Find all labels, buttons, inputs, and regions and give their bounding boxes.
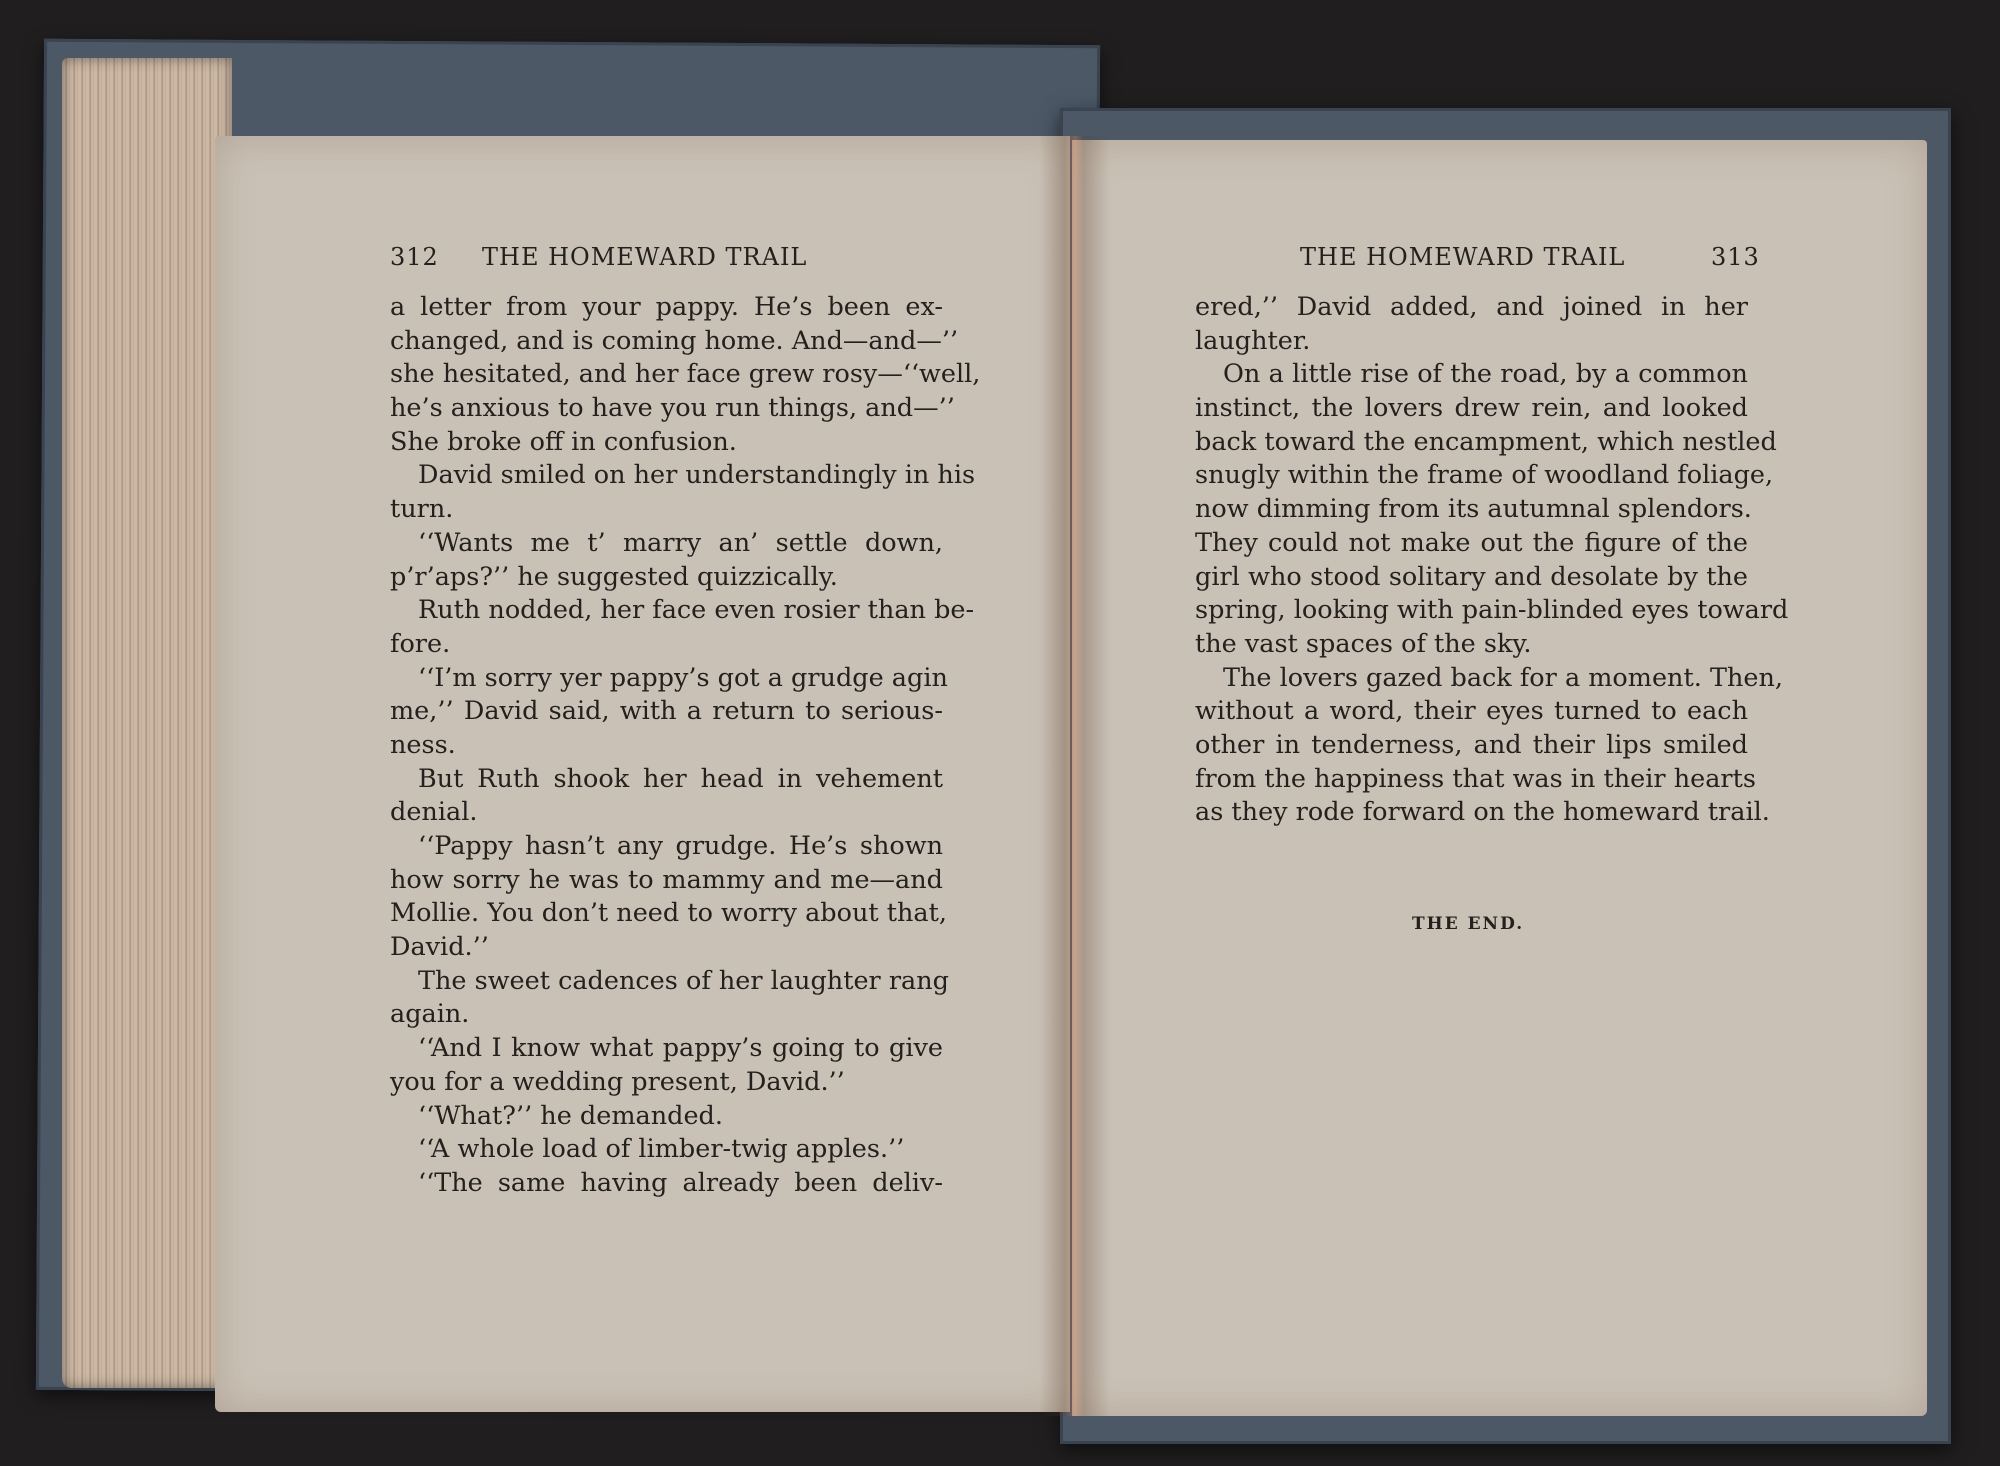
text-line: They could not make out the figure of the xyxy=(1195,527,1748,558)
text-line: from the happiness that was in their hearts xyxy=(1195,763,1756,794)
text-line: On a little rise of the road, by a common xyxy=(1223,359,1748,390)
text-line: snugly within the frame of woodland foliage, xyxy=(1195,460,1774,491)
the-end-label: THE END. xyxy=(1412,914,1525,934)
text-line: ness. xyxy=(390,729,456,760)
text-line: as they rode forward on the homeward trail. xyxy=(1195,797,1770,828)
left-running-head: THE HOMEWARD TRAIL xyxy=(482,243,808,271)
text-line: me,’’ David said, with a return to serious- xyxy=(390,696,943,727)
text-line: fore. xyxy=(390,628,451,659)
text-line: ‘‘A whole load of limber-twig apples.’’ xyxy=(418,1134,905,1165)
text-line: The lovers gazed back for a moment. Then, xyxy=(1223,662,1783,693)
text-line: instinct, the lovers drew rein, and looked xyxy=(1195,393,1748,424)
text-line: he’s anxious to have you run things, and—’’ xyxy=(390,393,955,424)
text-line: changed, and is coming home. And—and—’’ xyxy=(390,325,959,356)
text-line: now dimming from its autumnal splendors. xyxy=(1195,494,1752,525)
text-line: ‘‘I’m sorry yer pappy’s got a grudge agin xyxy=(418,662,948,693)
text-line: She broke off in confusion. xyxy=(390,426,737,457)
text-line: ered,’’ David added, and joined in her xyxy=(1195,292,1748,322)
text-line: turn. xyxy=(390,494,454,525)
left-page-number: 312 xyxy=(390,243,439,271)
text-line: other in tenderness, and their lips smiled xyxy=(1195,729,1748,760)
text-line: you for a wedding present, David.’’ xyxy=(390,1066,845,1097)
text-line: ‘‘And I know what pappy’s going to give xyxy=(418,1033,943,1064)
text-line: denial. xyxy=(390,797,478,828)
text-line: a letter from your pappy. He’s been ex- xyxy=(390,292,943,322)
text-line: David smiled on her understandingly in his xyxy=(418,460,976,491)
text-line: the vast spaces of the sky. xyxy=(1195,628,1532,659)
text-line: The sweet cadences of her laughter rang xyxy=(418,965,949,996)
text-line: But Ruth shook her head in vehement xyxy=(418,763,943,794)
left-page-text xyxy=(390,291,981,1201)
text-line: how sorry he was to mammy and me—and xyxy=(390,864,943,895)
text-line: Mollie. You don’t need to worry about that, xyxy=(390,898,947,929)
right-page-number: 313 xyxy=(1711,243,1760,271)
right-page-text xyxy=(1195,291,1789,830)
text-line: she hesitated, and her face grew rosy—‘‘well, xyxy=(390,359,981,390)
text-line: p’r’aps?’’ he suggested quizzically. xyxy=(390,561,838,592)
text-line: ‘‘What?’’ he demanded. xyxy=(418,1100,723,1131)
page-edges xyxy=(62,58,232,1388)
text-line: ‘‘The same having already been deliv- xyxy=(418,1167,943,1198)
text-line: Ruth nodded, her face even rosier than be- xyxy=(418,595,975,626)
text-line: again. xyxy=(390,999,470,1030)
text-line: ‘‘Pappy hasn’t any grudge. He’s shown xyxy=(418,831,943,861)
text-line: girl who stood solitary and desolate by the xyxy=(1195,561,1748,592)
text-line: back toward the encampment, which nestled xyxy=(1195,426,1777,457)
text-line: ‘‘Wants me t’ marry an’ settle down, xyxy=(418,527,943,558)
text-line: laughter. xyxy=(1195,325,1311,356)
right-running-head: THE HOMEWARD TRAIL xyxy=(1300,243,1626,271)
text-line: without a word, their eyes turned to each xyxy=(1195,696,1748,727)
text-line: spring, looking with pain-blinded eyes toward xyxy=(1195,595,1789,626)
text-line: David.’’ xyxy=(390,932,489,963)
